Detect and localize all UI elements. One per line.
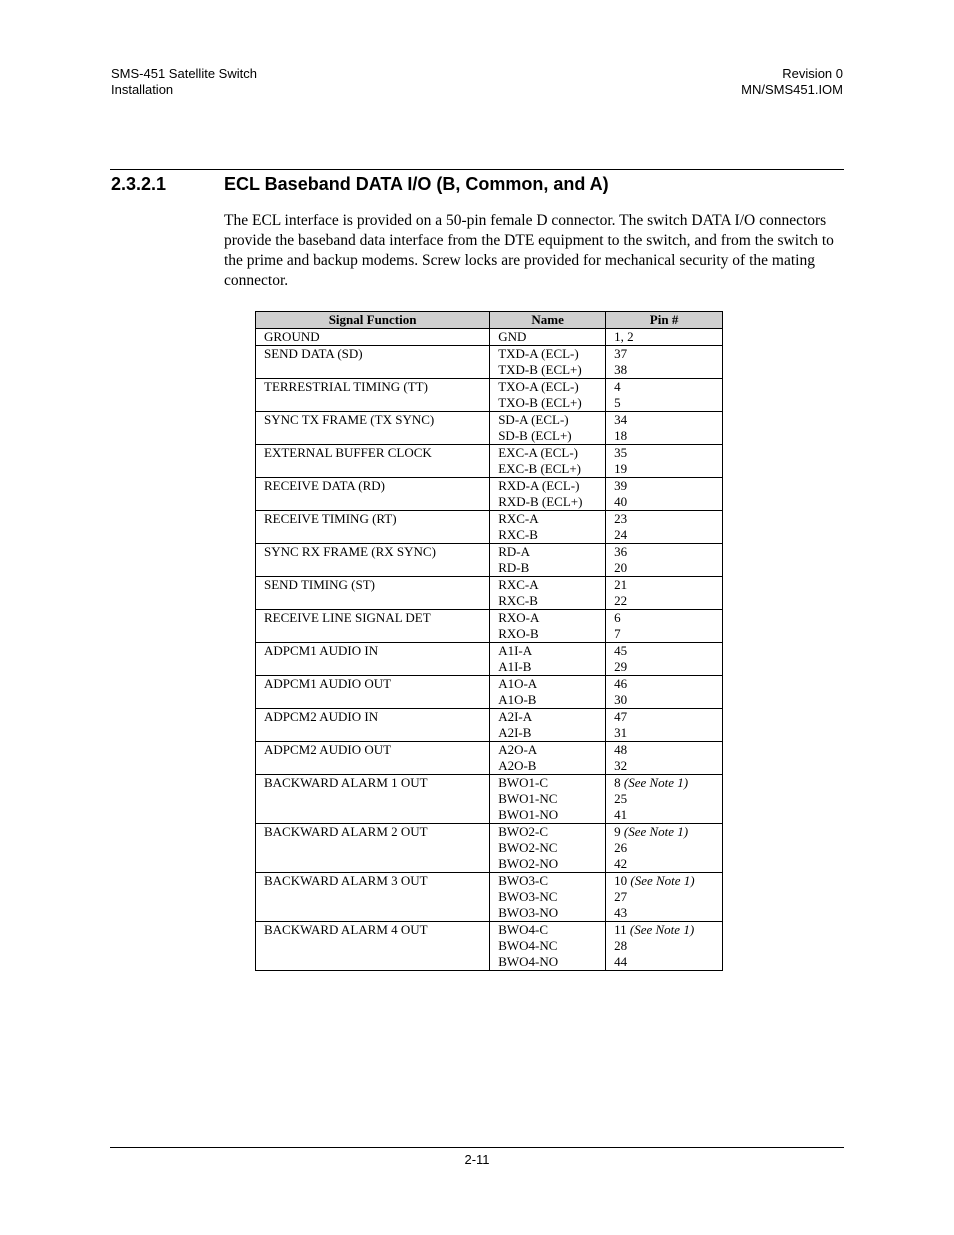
pin-number: 40 bbox=[614, 494, 628, 509]
signal-name-cell bbox=[490, 676, 606, 709]
signal-name-cell bbox=[490, 329, 606, 346]
table-row bbox=[256, 577, 723, 610]
pin-number: 20 bbox=[614, 560, 628, 575]
table-header-row bbox=[256, 312, 723, 329]
signal-name: A1I-A bbox=[498, 643, 533, 658]
signal-function-cell: SEND TIMING (ST) bbox=[256, 577, 490, 610]
pin-number: 1, 2 bbox=[614, 329, 634, 344]
pin-line bbox=[614, 478, 714, 494]
pin-line bbox=[614, 758, 714, 774]
signal-function-cell: ADPCM2 AUDIO OUT bbox=[256, 742, 490, 775]
pin-note: (See Note 1) bbox=[623, 775, 689, 790]
table-row bbox=[256, 775, 723, 824]
top-divider bbox=[110, 169, 844, 170]
signal-name: A1O-A bbox=[498, 676, 538, 691]
pin-number: 24 bbox=[614, 527, 628, 542]
pin-line bbox=[614, 659, 714, 675]
table-row bbox=[256, 709, 723, 742]
pin-number: 35 bbox=[614, 445, 628, 460]
pin-number: 29 bbox=[614, 659, 628, 674]
table-row bbox=[256, 544, 723, 577]
signal-function-cell: SEND DATA (SD) bbox=[256, 346, 490, 379]
section-number: 2.3.2.1 bbox=[111, 174, 167, 194]
signal-name: TXD-A (ECL-) bbox=[498, 346, 579, 361]
signal-name: BWO4-C bbox=[498, 922, 549, 937]
pin-number-cell bbox=[606, 379, 723, 412]
col-header-pin: Pin # bbox=[606, 312, 723, 329]
signal-name: A1I-B bbox=[498, 659, 532, 674]
header-chapter: Installation bbox=[111, 82, 174, 97]
pin-line bbox=[614, 445, 714, 461]
table-row bbox=[256, 478, 723, 511]
signal-name-cell bbox=[490, 511, 606, 544]
pin-line bbox=[614, 593, 714, 609]
pin-line bbox=[614, 412, 714, 428]
signal-name: SD-A (ECL-) bbox=[498, 412, 569, 427]
signal-function-cell: BACKWARD ALARM 4 OUT bbox=[256, 922, 490, 971]
pin-number-cell bbox=[606, 775, 723, 824]
pin-number: 7 bbox=[614, 626, 621, 641]
pin-number: 44 bbox=[614, 954, 628, 969]
signal-name: BWO3-NC bbox=[498, 889, 558, 904]
signal-name: BWO1-NO bbox=[498, 807, 559, 822]
signal-name: GND bbox=[498, 329, 527, 344]
pin-number: 26 bbox=[614, 840, 628, 855]
signal-name-cell bbox=[490, 709, 606, 742]
signal-name: RXC-A bbox=[498, 577, 539, 592]
signal-name: A2I-B bbox=[498, 725, 532, 740]
pin-number-cell bbox=[606, 577, 723, 610]
table-row bbox=[256, 643, 723, 676]
signal-name: A2I-A bbox=[498, 709, 533, 724]
pin-number-cell bbox=[606, 643, 723, 676]
pin-number-cell bbox=[606, 346, 723, 379]
bottom-divider bbox=[110, 1147, 844, 1148]
signal-name: TXO-A (ECL-) bbox=[498, 379, 579, 394]
pin-line bbox=[614, 577, 714, 593]
signal-name: EXC-B (ECL+) bbox=[498, 461, 581, 476]
pin-number-cell bbox=[606, 478, 723, 511]
table-row bbox=[256, 873, 723, 922]
signal-name: RXD-B (ECL+) bbox=[498, 494, 583, 509]
signal-name-cell bbox=[490, 610, 606, 643]
pin-line bbox=[614, 856, 714, 872]
signal-name-cell bbox=[490, 577, 606, 610]
pin-number-cell bbox=[606, 445, 723, 478]
header-right bbox=[741, 66, 843, 98]
section-heading bbox=[111, 172, 609, 196]
signal-name: TXD-B (ECL+) bbox=[498, 362, 582, 377]
header-doc-id: MN/SMS451.IOM bbox=[741, 82, 843, 97]
signal-name: RXC-B bbox=[498, 527, 538, 542]
signal-name-cell bbox=[490, 643, 606, 676]
pin-number: 39 bbox=[614, 478, 628, 493]
signal-name: BWO1-NC bbox=[498, 791, 558, 806]
pin-line bbox=[614, 461, 714, 477]
signal-name-cell bbox=[490, 544, 606, 577]
signal-function-cell: SYNC TX FRAME (TX SYNC) bbox=[256, 412, 490, 445]
pin-line bbox=[614, 428, 714, 444]
signal-name-cell bbox=[490, 346, 606, 379]
pin-number: 9 bbox=[614, 824, 621, 839]
signal-name: A2O-A bbox=[498, 742, 538, 757]
pin-note: (See Note 1) bbox=[629, 922, 695, 937]
signal-name-cell bbox=[490, 922, 606, 971]
pin-number: 27 bbox=[614, 889, 628, 904]
signal-name: RD-B bbox=[498, 560, 530, 575]
pin-number: 21 bbox=[614, 577, 628, 592]
table-row bbox=[256, 922, 723, 971]
pin-number: 5 bbox=[614, 395, 621, 410]
page-number: 2-11 bbox=[464, 1152, 490, 1167]
pin-number-cell bbox=[606, 676, 723, 709]
signal-name: BWO3-C bbox=[498, 873, 549, 888]
pin-number: 48 bbox=[614, 742, 628, 757]
pin-number-cell bbox=[606, 873, 723, 922]
pin-line bbox=[614, 379, 714, 395]
pin-line bbox=[614, 626, 714, 642]
pin-number: 18 bbox=[614, 428, 628, 443]
table-row bbox=[256, 824, 723, 873]
table-row bbox=[256, 742, 723, 775]
pin-number: 37 bbox=[614, 346, 628, 361]
signal-function-cell: SYNC RX FRAME (RX SYNC) bbox=[256, 544, 490, 577]
pin-number-cell bbox=[606, 742, 723, 775]
pin-line bbox=[614, 807, 714, 823]
pin-number: 30 bbox=[614, 692, 628, 707]
pin-number: 36 bbox=[614, 544, 628, 559]
pin-number: 47 bbox=[614, 709, 628, 724]
pin-number-cell bbox=[606, 709, 723, 742]
signal-name: BWO2-C bbox=[498, 824, 549, 839]
pin-line bbox=[614, 840, 714, 856]
signal-name-cell bbox=[490, 742, 606, 775]
pin-line bbox=[614, 791, 714, 807]
pin-note: (See Note 1) bbox=[630, 873, 695, 888]
signal-function-cell: TERRESTRIAL TIMING (TT) bbox=[256, 379, 490, 412]
pin-line bbox=[614, 643, 714, 659]
pin-line bbox=[614, 938, 714, 954]
pin-line bbox=[614, 362, 714, 378]
pin-line bbox=[614, 329, 714, 345]
signal-name: RXC-A bbox=[498, 511, 539, 526]
signal-function-cell: BACKWARD ALARM 2 OUT bbox=[256, 824, 490, 873]
signal-name: BWO1-C bbox=[498, 775, 549, 790]
pin-number: 43 bbox=[614, 905, 628, 920]
pin-number-cell bbox=[606, 610, 723, 643]
pin-line bbox=[614, 742, 714, 758]
pin-number: 25 bbox=[614, 791, 628, 806]
table-row bbox=[256, 329, 723, 346]
pin-line bbox=[614, 905, 714, 921]
pin-number: 38 bbox=[614, 362, 628, 377]
pin-number-cell bbox=[606, 511, 723, 544]
signal-name: TXO-B (ECL+) bbox=[498, 395, 582, 410]
signal-name-cell bbox=[490, 412, 606, 445]
table-row bbox=[256, 379, 723, 412]
pin-line bbox=[614, 873, 714, 889]
pin-number: 34 bbox=[614, 412, 628, 427]
pin-line bbox=[614, 494, 714, 510]
pin-note: (See Note 1) bbox=[623, 824, 689, 839]
col-header-signal-function: Signal Function bbox=[256, 312, 490, 329]
table-row bbox=[256, 676, 723, 709]
signal-name: RD-A bbox=[498, 544, 530, 559]
pin-line bbox=[614, 824, 714, 840]
pin-line bbox=[614, 954, 714, 970]
signal-name-cell bbox=[490, 873, 606, 922]
pin-line bbox=[614, 511, 714, 527]
signal-function-cell: BACKWARD ALARM 3 OUT bbox=[256, 873, 490, 922]
pin-line bbox=[614, 775, 714, 791]
intro-paragraph: The ECL interface is provided on a 50-pin female D connector. The switch DATA I/O connectors provide the baseband data interface from the DTE equipment to the switch, and from the switch to the prime and backup modems. Screw locks are provided for mechanical security of the mating connector. bbox=[224, 212, 834, 289]
pin-number: 46 bbox=[614, 676, 628, 691]
signal-name-cell bbox=[490, 445, 606, 478]
pinout-table bbox=[255, 311, 723, 971]
signal-function-cell: GROUND bbox=[256, 329, 490, 346]
pin-line bbox=[614, 560, 714, 576]
pin-line bbox=[614, 676, 714, 692]
pin-number: 4 bbox=[614, 379, 621, 394]
pin-number-cell bbox=[606, 824, 723, 873]
pin-number: 23 bbox=[614, 511, 628, 526]
pin-line bbox=[614, 544, 714, 560]
pin-number-cell bbox=[606, 412, 723, 445]
signal-name: RXC-B bbox=[498, 593, 538, 608]
signal-name: BWO2-NC bbox=[498, 840, 558, 855]
pin-line bbox=[614, 889, 714, 905]
pin-line bbox=[614, 346, 714, 362]
signal-function-cell: RECEIVE LINE SIGNAL DET bbox=[256, 610, 490, 643]
pin-line bbox=[614, 395, 714, 411]
pin-line bbox=[614, 610, 714, 626]
pin-line bbox=[614, 709, 714, 725]
pin-number-cell bbox=[606, 329, 723, 346]
section-title: ECL Baseband DATA I/O (B, Common, and A) bbox=[224, 174, 609, 194]
pin-number: 41 bbox=[614, 807, 628, 822]
pin-number: 10 bbox=[614, 873, 628, 888]
signal-function-cell: RECEIVE TIMING (RT) bbox=[256, 511, 490, 544]
pin-number-cell bbox=[606, 922, 723, 971]
pin-line bbox=[614, 527, 714, 543]
signal-name: RXD-A (ECL-) bbox=[498, 478, 580, 493]
pin-number: 28 bbox=[614, 938, 628, 953]
pin-number: 22 bbox=[614, 593, 628, 608]
signal-name: BWO2-NO bbox=[498, 856, 559, 871]
signal-name: BWO4-NO bbox=[498, 954, 559, 969]
signal-name: RXO-B bbox=[498, 626, 539, 641]
pin-number: 31 bbox=[614, 725, 628, 740]
table-row bbox=[256, 445, 723, 478]
table-row bbox=[256, 346, 723, 379]
signal-name-cell bbox=[490, 379, 606, 412]
signal-function-cell: ADPCM1 AUDIO IN bbox=[256, 643, 490, 676]
signal-function-cell: EXTERNAL BUFFER CLOCK bbox=[256, 445, 490, 478]
pin-number: 6 bbox=[614, 610, 621, 625]
signal-name: SD-B (ECL+) bbox=[498, 428, 572, 443]
signal-name: BWO4-NC bbox=[498, 938, 558, 953]
pin-number-cell bbox=[606, 544, 723, 577]
pin-number: 42 bbox=[614, 856, 628, 871]
table-row bbox=[256, 511, 723, 544]
pin-line bbox=[614, 692, 714, 708]
pin-number: 32 bbox=[614, 758, 628, 773]
pin-number: 11 bbox=[614, 922, 627, 937]
pin-number: 45 bbox=[614, 643, 628, 658]
header-left bbox=[111, 66, 257, 98]
signal-name: EXC-A (ECL-) bbox=[498, 445, 578, 460]
pin-line bbox=[614, 922, 714, 938]
signal-function-cell: ADPCM1 AUDIO OUT bbox=[256, 676, 490, 709]
header-product: SMS-451 Satellite Switch bbox=[111, 66, 257, 81]
signal-name-cell bbox=[490, 478, 606, 511]
signal-function-cell: ADPCM2 AUDIO IN bbox=[256, 709, 490, 742]
signal-name-cell bbox=[490, 775, 606, 824]
table-body bbox=[256, 329, 723, 971]
pin-line bbox=[614, 725, 714, 741]
signal-name: A2O-B bbox=[498, 758, 537, 773]
table-row bbox=[256, 412, 723, 445]
signal-function-cell: BACKWARD ALARM 1 OUT bbox=[256, 775, 490, 824]
signal-function-cell: RECEIVE DATA (RD) bbox=[256, 478, 490, 511]
signal-name-cell bbox=[490, 824, 606, 873]
col-header-name: Name bbox=[490, 312, 606, 329]
signal-name: BWO3-NO bbox=[498, 905, 559, 920]
signal-name: A1O-B bbox=[498, 692, 537, 707]
signal-name: RXO-A bbox=[498, 610, 540, 625]
table-row bbox=[256, 610, 723, 643]
pin-number: 8 bbox=[614, 775, 621, 790]
pin-number: 19 bbox=[614, 461, 628, 476]
header-revision: Revision 0 bbox=[782, 66, 843, 81]
